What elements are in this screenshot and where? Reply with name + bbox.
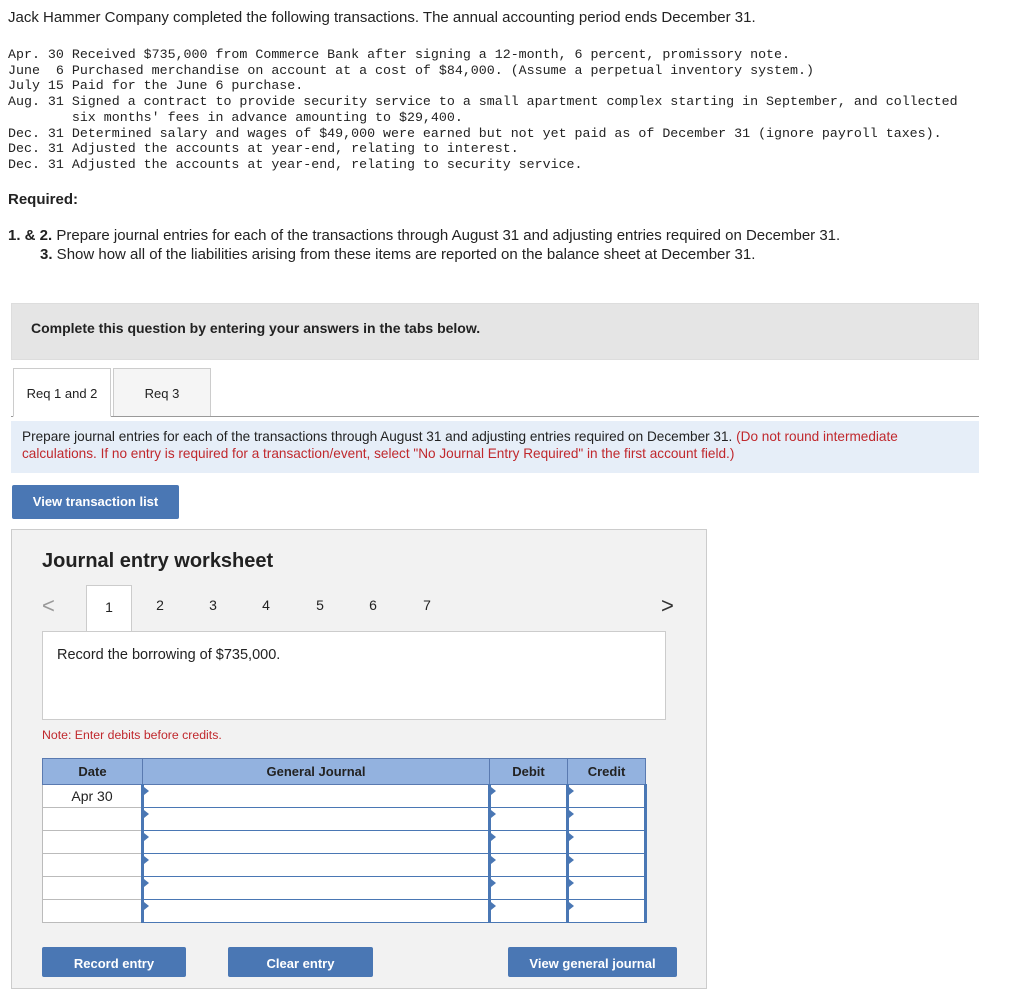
page-tab-3[interactable]: 3 <box>209 597 217 613</box>
transaction-line: July 15 Paid for the June 6 purchase. <box>8 78 304 94</box>
banner-text: Complete this question by entering your answers in the tabs below. <box>31 320 481 336</box>
date-column-header: Date <box>43 759 143 785</box>
entry-description: Record the borrowing of $735,000. <box>57 647 281 663</box>
required-heading: Required: <box>8 191 79 208</box>
debit-input[interactable] <box>490 900 568 923</box>
account-input[interactable] <box>143 877 490 900</box>
date-cell <box>43 831 143 854</box>
table-row <box>43 831 646 854</box>
page-tab-1[interactable]: 1 <box>86 585 132 631</box>
tab-divider <box>11 416 979 417</box>
credit-input[interactable] <box>568 831 646 854</box>
req1-text: Prepare journal entries for each of the transactions through August 31 and adjusting entries required on December 31. <box>52 227 841 244</box>
transaction-line: Dec. 31 Adjusted the accounts at year-end, relating to security service. <box>8 156 583 172</box>
credit-input[interactable] <box>568 808 646 831</box>
instructions-banner <box>11 303 979 360</box>
entry-description-box <box>42 631 666 720</box>
table-row <box>43 900 646 923</box>
debit-input[interactable] <box>490 831 568 854</box>
transaction-line: Apr. 30 Received $735,000 from Commerce Bank after signing a 12-month, 6 percent, promissory note. <box>8 47 790 62</box>
account-input[interactable] <box>143 808 490 831</box>
requirement-3 <box>40 246 755 263</box>
debit-input[interactable] <box>490 877 568 900</box>
transaction-line: Aug. 31 Signed a contract to provide security service to a small apartment complex starting in September, and collected <box>8 94 958 110</box>
question-instructions <box>11 421 979 473</box>
date-cell <box>43 900 143 923</box>
date-cell <box>43 808 143 831</box>
credit-column-header: Credit <box>568 759 646 785</box>
tab-req-3[interactable]: Req 3 <box>113 368 211 417</box>
transaction-line: six months' fees in advance amounting to $29,400. <box>8 109 463 125</box>
page-tab-7[interactable]: 7 <box>423 597 431 613</box>
prev-arrow-icon[interactable]: < <box>42 593 55 618</box>
general-journal-column-header: General Journal <box>143 759 490 785</box>
view-general-journal-button[interactable]: View general journal <box>508 947 677 977</box>
debit-column-header: Debit <box>490 759 568 785</box>
page-tab-6[interactable]: 6 <box>369 597 377 613</box>
record-entry-button[interactable]: Record entry <box>42 947 186 977</box>
page-tab-2[interactable]: 2 <box>156 597 164 613</box>
credit-input[interactable] <box>568 854 646 877</box>
table-row <box>43 808 646 831</box>
account-input[interactable] <box>143 785 490 808</box>
req3-text: Show how all of the liabilities arising from these items are reported on the balance sheet at December 31. <box>52 246 756 263</box>
worksheet-title: Journal entry worksheet <box>42 550 274 572</box>
debit-input[interactable] <box>490 808 568 831</box>
debits-note: Note: Enter debits before credits. <box>42 728 222 742</box>
transaction-line: Dec. 31 Determined salary and wages of $49,000 were earned but not yet paid as of December 31 (ignore payroll taxes). <box>8 125 942 141</box>
next-arrow-icon[interactable]: > <box>661 593 674 618</box>
journal-table <box>42 758 647 923</box>
req3-number: 3. <box>40 246 53 263</box>
transaction-list <box>8 47 958 173</box>
view-transaction-list-button[interactable]: View transaction list <box>12 485 179 519</box>
req1-number: 1. & 2. <box>8 227 53 244</box>
tab-req-1-and-2[interactable]: Req 1 and 2 <box>13 368 111 417</box>
credit-input[interactable] <box>568 785 646 808</box>
requirement-1-2 <box>8 227 840 244</box>
transaction-line: June 6 Purchased merchandise on account at a cost of $84,000. (Assume a perpetual inventory system.) <box>8 62 814 78</box>
page-tab-5[interactable]: 5 <box>316 597 324 613</box>
problem-intro: Jack Hammer Company completed the following transactions. The annual accounting period ends December 31. <box>8 9 756 26</box>
table-row <box>43 877 646 900</box>
date-cell <box>43 854 143 877</box>
table-row <box>43 854 646 877</box>
credit-input[interactable] <box>568 877 646 900</box>
instructions-main: Prepare journal entries for each of the transactions through August 31 and adjusting entries required on December 31. <box>22 429 733 444</box>
journal-header-row <box>43 759 646 785</box>
account-input[interactable] <box>143 900 490 923</box>
instructions-note: (Do not round intermediate calculations. If no entry is required for a transaction/event, select "No Journal Entry Required" in the first account field.) <box>22 429 898 461</box>
page-tab-4[interactable]: 4 <box>262 597 270 613</box>
table-row <box>43 785 646 808</box>
debit-input[interactable] <box>490 854 568 877</box>
clear-entry-button[interactable]: Clear entry <box>228 947 373 977</box>
transaction-line: Dec. 31 Adjusted the accounts at year-end, relating to interest. <box>8 141 519 157</box>
credit-input[interactable] <box>568 900 646 923</box>
debit-input[interactable] <box>490 785 568 808</box>
date-cell <box>43 877 143 900</box>
account-input[interactable] <box>143 854 490 877</box>
account-input[interactable] <box>143 831 490 854</box>
date-cell: Apr 30 <box>43 785 143 808</box>
